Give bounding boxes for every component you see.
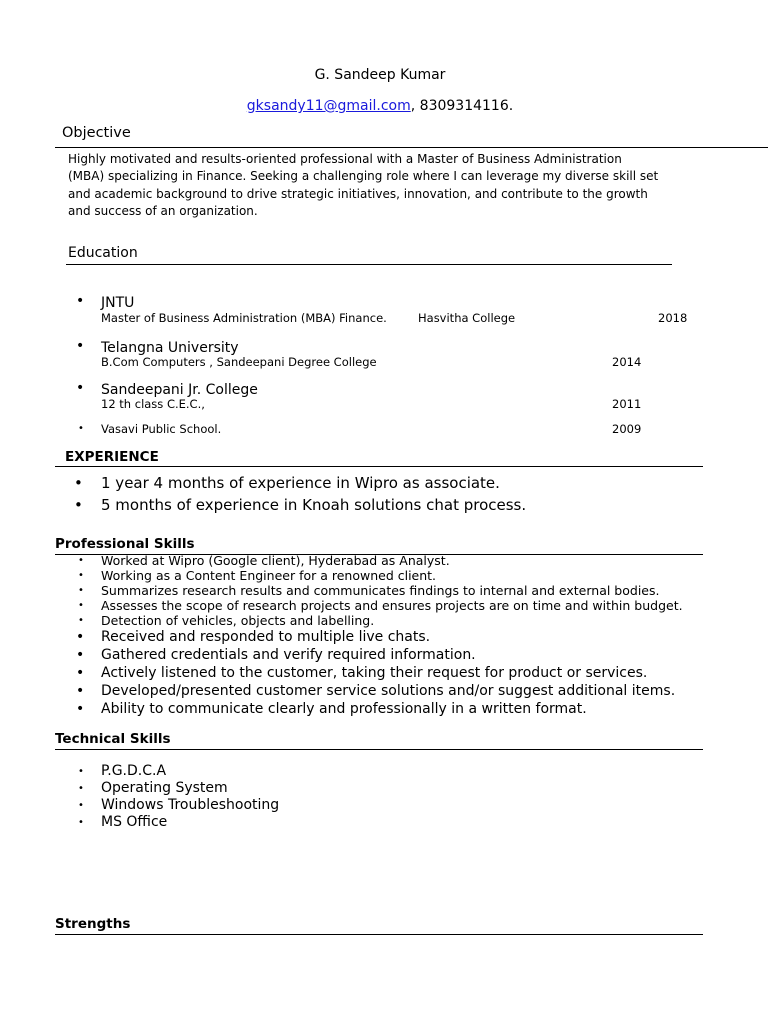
education-detail: Master of Business Administration (MBA) Finance.	[101, 311, 387, 325]
bullet-icon: •	[78, 423, 84, 434]
skill-item: Assesses the scope of research projects and ensures projects are on time and within budget.	[101, 598, 683, 613]
bullet-icon: •	[76, 380, 85, 396]
phone-number: , 8309314116.	[410, 98, 514, 114]
skill-item: Developed/presented customer service solutions and/or suggest additional items.	[101, 683, 676, 699]
bullet-icon: •	[78, 766, 84, 777]
skill-item: Actively listened to the customer, taking their request for product or services.	[101, 665, 648, 681]
bullet-icon: •	[76, 293, 85, 309]
bullet-icon: •	[76, 701, 85, 717]
skill-item: Working as a Content Engineer for a renowned client.	[101, 568, 437, 583]
bullet-icon: •	[76, 647, 85, 663]
education-year: 2018	[658, 311, 688, 325]
education-detail: B.Com Computers , Sandeepani Degree College	[101, 355, 377, 369]
strengths-heading: Strengths	[55, 916, 131, 932]
objective-line: Highly motivated and results-oriented professional with a Master of Business Administration	[68, 152, 622, 166]
bullet-icon: •	[76, 629, 85, 645]
bullet-icon: •	[78, 585, 84, 596]
education-divider	[66, 264, 672, 265]
bullet-icon: •	[76, 665, 85, 681]
education-institution: Vasavi Public School.	[101, 422, 222, 436]
candidate-name: G. Sandeep Kumar	[314, 67, 446, 83]
skill-item: Summarizes research results and communicates findings to internal and external bodies.	[101, 583, 660, 598]
skill-item: Worked at Wipro (Google client), Hyderabad as Analyst.	[101, 553, 450, 568]
technical-skill-item: MS Office	[101, 814, 168, 830]
objective-heading: Objective	[62, 125, 131, 141]
bullet-icon: •	[76, 338, 85, 354]
technical-skill-item: Windows Troubleshooting	[101, 797, 280, 813]
bullet-icon: •	[74, 474, 83, 492]
technical-skills-divider	[55, 749, 703, 750]
professional-skills-heading: Professional Skills	[55, 536, 195, 552]
bullet-icon: •	[78, 817, 84, 828]
objective-line: and academic background to drive strategic initiatives, innovation, and contribute to the growth	[68, 186, 648, 201]
skill-item: Ability to communicate clearly and professionally in a written format.	[101, 701, 587, 717]
objective-line: and success of an organization.	[68, 203, 258, 218]
education-detail: 12 th class C.E.C.,	[101, 397, 205, 411]
education-institution: Sandeepani Jr. College	[101, 382, 258, 398]
education-heading: Education	[68, 245, 138, 261]
bullet-icon: •	[78, 555, 84, 566]
technical-skill-item: P.G.D.C.A	[101, 763, 167, 779]
experience-heading: EXPERIENCE	[65, 449, 159, 465]
education-college: Hasvitha College	[418, 311, 516, 325]
education-institution: JNTU	[101, 295, 135, 311]
skill-item: Detection of vehicles, objects and labelling.	[101, 613, 375, 628]
experience-divider	[55, 466, 703, 467]
bullet-icon: •	[78, 600, 84, 611]
experience-item: 1 year 4 months of experience in Wipro as associate.	[101, 474, 500, 492]
skill-item: Received and responded to multiple live chats.	[101, 629, 431, 645]
skill-item: Gathered credentials and verify required information.	[101, 647, 476, 663]
objective-divider	[55, 147, 768, 148]
bullet-icon: •	[78, 570, 84, 581]
education-year: 2014	[612, 355, 642, 369]
education-year: 2011	[612, 397, 642, 411]
contact-line	[0, 98, 760, 114]
bullet-icon: •	[78, 615, 84, 626]
bullet-icon: •	[74, 496, 83, 514]
bullet-icon: •	[76, 683, 85, 699]
strengths-divider	[55, 934, 703, 935]
education-year: 2009	[612, 422, 642, 436]
experience-item: 5 months of experience in Knoah solutions chat process.	[101, 496, 527, 514]
education-institution: Telangna University	[101, 340, 239, 356]
objective-line: (MBA) specializing in Finance. Seeking a challenging role where I can leverage my diverse skill set	[68, 169, 659, 184]
bullet-icon: •	[78, 800, 84, 811]
technical-skills-heading: Technical Skills	[55, 731, 171, 747]
technical-skill-item: Operating System	[101, 780, 228, 796]
email-link[interactable]: gksandy11@gmail.com	[246, 98, 411, 114]
objective-text	[68, 151, 678, 220]
bullet-icon: •	[78, 783, 84, 794]
